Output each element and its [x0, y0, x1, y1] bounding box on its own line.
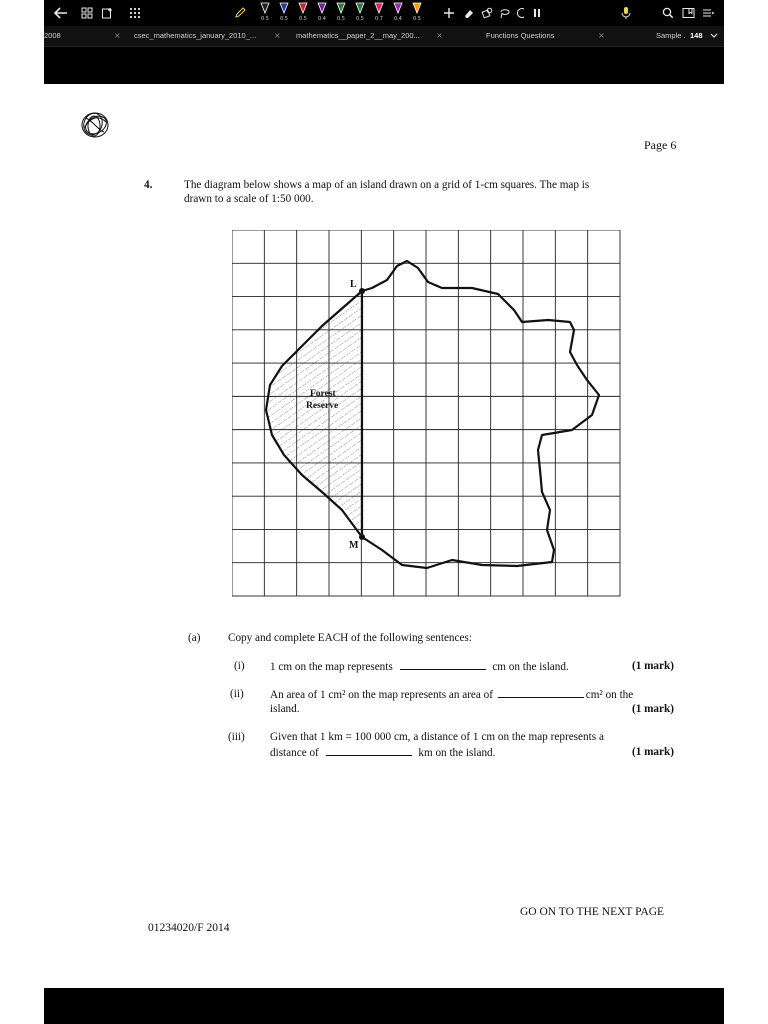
svg-text:0.5: 0.5 [413, 16, 421, 22]
pen-preset-icon[interactable] [372, 2, 386, 22]
chevron-down-icon[interactable] [710, 26, 722, 46]
bookmark-icon[interactable] [680, 4, 696, 22]
pen-icon[interactable] [232, 4, 248, 22]
item-i-marks: (1 mark) [632, 660, 674, 672]
label-M: M [349, 540, 359, 551]
close-icon[interactable]: × [598, 31, 605, 40]
answer-blank-i [400, 660, 486, 670]
svg-text:0.5: 0.5 [356, 16, 364, 22]
footer-code: 01234020/F 2014 [148, 922, 230, 934]
apps-icon[interactable] [126, 4, 144, 22]
page-label: Page 6 [644, 138, 677, 152]
pen-preset-icon[interactable] [277, 2, 291, 22]
search-icon[interactable] [660, 4, 676, 22]
svg-text:0.7: 0.7 [375, 16, 383, 22]
tab-2008[interactable]: 2008 [44, 31, 61, 40]
svg-text:0.5: 0.5 [280, 16, 288, 22]
add-tool-icon[interactable] [442, 4, 456, 22]
item-i-text: 1 cm on the map represents cm on the island. [270, 661, 569, 673]
close-icon[interactable]: × [114, 31, 121, 40]
svg-text:0.5: 0.5 [337, 16, 345, 22]
tab-functions-questions[interactable]: Functions Questions [486, 31, 555, 40]
document-page [44, 84, 724, 988]
point-M [359, 534, 365, 540]
question-number: 4. [144, 179, 153, 191]
pen-preset-icon[interactable] [315, 2, 329, 22]
mic-icon[interactable] [618, 4, 634, 22]
item-iii-line2: distance of km on the island. [270, 747, 496, 759]
svg-text:0.4: 0.4 [318, 16, 326, 22]
svg-text:0.5: 0.5 [261, 16, 269, 22]
island-map [232, 230, 622, 600]
scribble-mark [78, 108, 112, 142]
item-iii-line1: Given that 1 km = 100 000 cm, a distance of 1 cm on the map represents a [270, 731, 604, 743]
forest-reserve-hatch [232, 230, 622, 600]
close-icon[interactable]: × [274, 31, 281, 40]
shapes-icon[interactable] [480, 4, 494, 22]
footer-next-page: GO ON TO THE NEXT PAGE [520, 906, 665, 918]
laser-icon[interactable] [514, 4, 528, 22]
pause-icon[interactable] [530, 4, 544, 22]
question-intro-line1: The diagram below shows a map of an island drawn on a grid of 1-cm squares. The map is [184, 179, 590, 191]
pen-preset-icon[interactable] [258, 2, 272, 22]
tab-sample[interactable]: Sample . [656, 31, 686, 40]
toolbar [44, 0, 724, 26]
eraser-icon[interactable] [462, 4, 476, 22]
pen-preset-icon[interactable] [353, 2, 367, 22]
item-iii-marks: (1 mark) [632, 746, 674, 758]
question-intro-line2: drawn to a scale of 1:50 000. [184, 193, 314, 205]
answer-blank-ii [498, 688, 584, 698]
bottom-bar [44, 988, 724, 1024]
forest-label-line2: Reserve [306, 401, 339, 411]
add-page-icon[interactable] [98, 4, 116, 22]
item-ii-marks: (1 mark) [632, 703, 674, 715]
part-a-label: (a) [188, 632, 201, 644]
tab-mathematics-paper-2[interactable]: mathematics__paper_2__may_200... [296, 31, 420, 40]
pen-preset-icon[interactable] [391, 2, 405, 22]
tab-bar [44, 26, 724, 47]
svg-text:0.5: 0.5 [299, 16, 307, 22]
back-arrow-icon[interactable] [52, 4, 70, 22]
svg-text:0.4: 0.4 [394, 16, 402, 22]
item-iii-number: (iii) [228, 731, 245, 743]
pen-preset-icon[interactable] [410, 2, 424, 22]
pen-preset-icon[interactable] [296, 2, 310, 22]
lasso-icon[interactable] [498, 4, 512, 22]
part-a-instruction: Copy and complete EACH of the following sentences: [228, 632, 472, 644]
forest-label-line1: Forest [310, 389, 336, 399]
close-icon[interactable]: × [436, 31, 443, 40]
item-ii-line2: island. [270, 703, 300, 715]
page-count: 148 [690, 31, 703, 40]
label-L: L [350, 279, 357, 290]
grid-view-icon[interactable] [78, 4, 96, 22]
item-ii-number: (ii) [230, 688, 244, 700]
more-icon[interactable] [700, 4, 716, 22]
tab-csec-mathematics[interactable]: csec_mathematics_january_2010_... [134, 31, 257, 40]
point-L [359, 288, 365, 294]
pdf-viewer-app [44, 0, 724, 1024]
item-i-number: (i) [234, 660, 245, 672]
item-ii-text: An area of 1 cm² on the map represents an area of cm² on the [270, 689, 634, 701]
answer-blank-iii [326, 746, 412, 756]
pen-preset-icon[interactable] [334, 2, 348, 22]
